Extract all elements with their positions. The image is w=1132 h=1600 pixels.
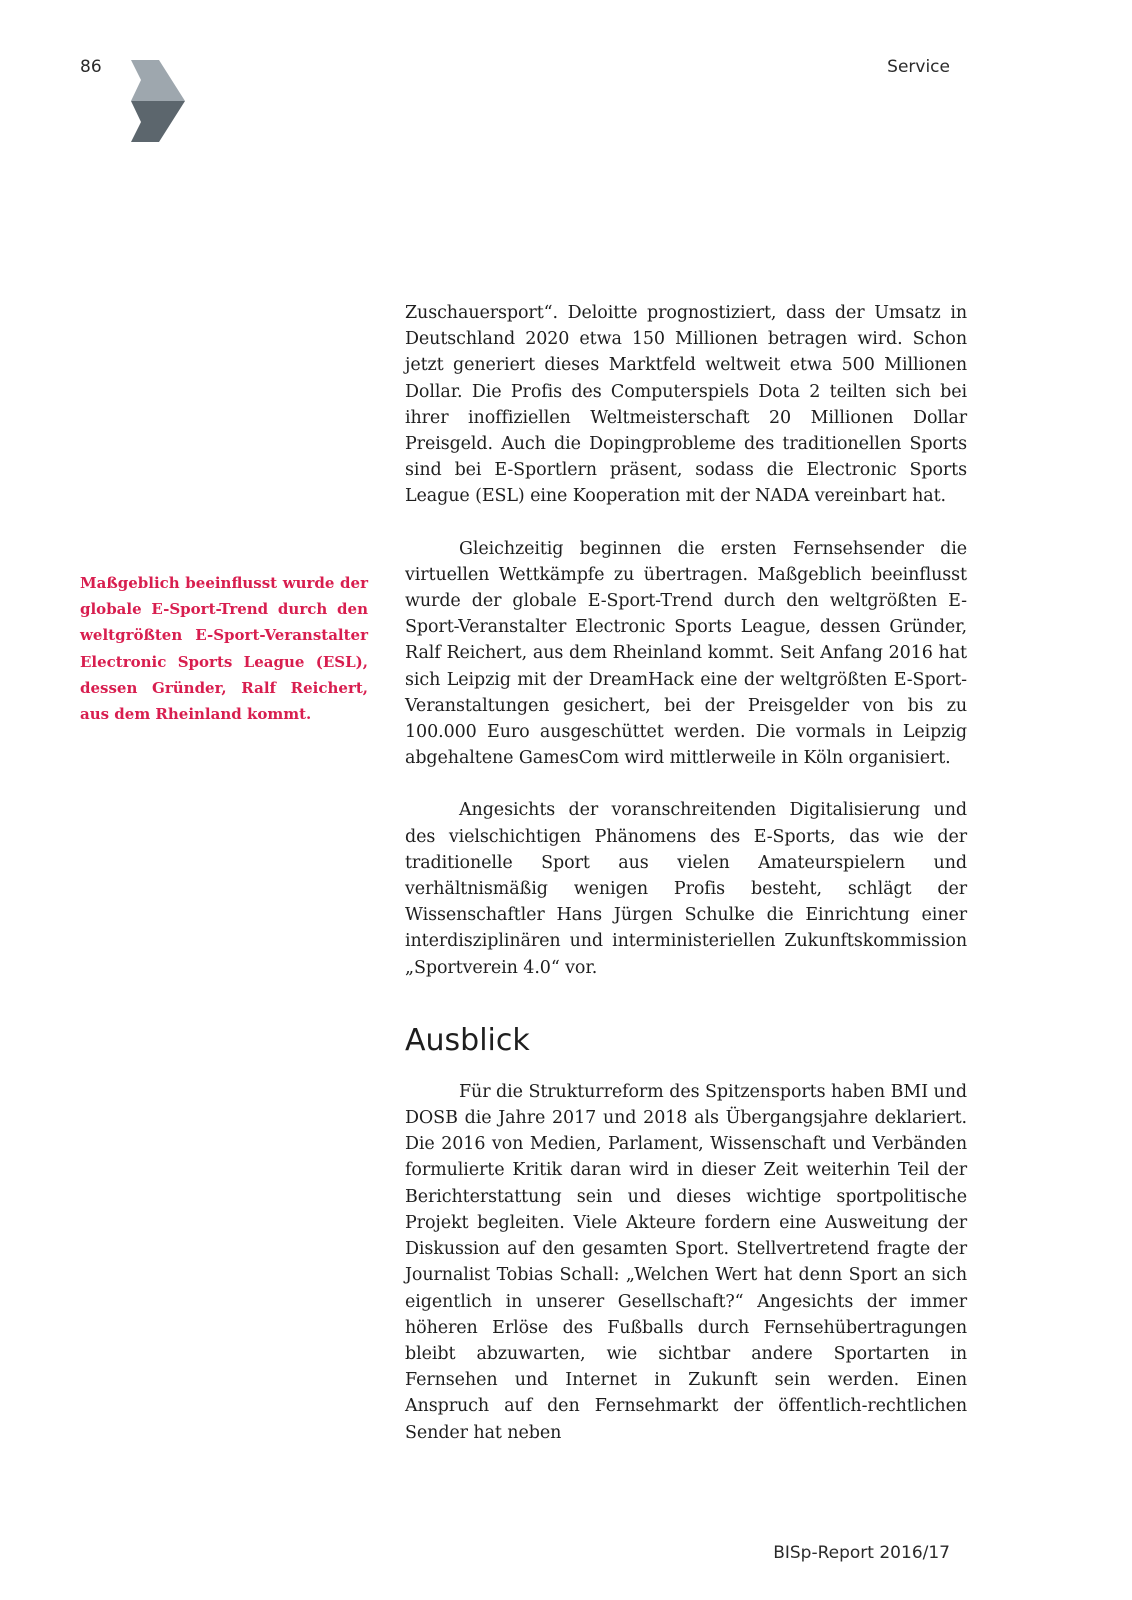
section-label: Service (887, 57, 950, 77)
margin-note-quote: Maßgeblich beeinflusst wurde der globale E-Sport-Trend durch den weltgrößten E-Sport-Veranstalter Electronic Sports League (ESL), dessen Gründer, Ralf Reichert, aus dem Rheinland kommt. (80, 574, 368, 724)
page-number: 86 (80, 57, 102, 77)
paragraph-4: Für die Strukturreform des Spitzensports haben BMI und DOSB die Jahre 2017 und 2018 als Übergangsjahre deklariert. Die 2016 von Medien, Parlament, Wissenschaft und Verbänden formulierte Kritik daran wird in dieser Zeit weiterhin Teil der Berichterstattung sein und dieses wichtige sportpolitische Projekt begleiten. Viele Akteure fordern eine Ausweitung der Diskussion auf den gesamten Sport. Stellvertretend fragte der Journalist Tobias Schall: „Welchen Wert hat denn Sport an sich eigentlich in unserer Gesellschaft?“ Angesichts der immer höheren Erlöse des Fußballs durch Fernsehübertragungen bleibt abzuwarten, wie sichtbar andere Sportarten in Fernsehen und Internet in Zukunft sein werden. Einen Anspruch auf den Fernsehmarkt der öffentlich-rechtlichen Sender hat neben (405, 1081, 967, 1443)
section-heading-ausblick: Ausblick (405, 1022, 530, 1058)
paragraph-2: Gleichzeitig beginnen die ersten Fernsehsender die virtuellen Wettkämpfe zu übertragen. Maßgeblich beeinflusst wurde der globale E-Sport-Trend durch den weltgrößten E-Sport-Veranstalter Electronic Sports League, dessen Gründer, Ralf Reichert, aus dem Rheinland kommt. Seit Anfang 2016 hat sich Leipzig mit der DreamHack eine der weltgrößten E-Sport-Veranstaltungen gesichert, bei der Preisgelder von bis zu 100.000 Euro ausgeschüttet werden. Die vormals in Leipzig abgehaltene GamesCom wird mittlerweile in Köln organisiert. (405, 538, 967, 769)
footer-report-title: BISp-Report 2016/17 (773, 1543, 950, 1563)
main-text-column (405, 300, 967, 1446)
chevron-arrow-icon (131, 60, 185, 142)
paragraph-1: Zuschauersport“. Deloitte prognostiziert, dass der Umsatz in Deutschland 2020 etwa 150 Millionen betragen wird. Schon jetzt generiert dieses Marktfeld weltweit etwa 500 Millionen Dollar. Die Profis des Computerspiels Dota 2 teilten sich bei ihrer inoffiziellen Weltmeisterschaft 20 Millionen Dollar Preisgeld. Auch die Dopingprobleme des traditionellen Sports sind bei E-Sportlern präsent, sodass die Electronic Sports League (ESL) eine Kooperation mit der NADA vereinbart hat. (405, 303, 967, 507)
paragraph-3: Angesichts der voranschreitenden Digitalisierung und des vielschichtigen Phänomens des E-Sports, das wie der traditionelle Sport aus vielen Amateurspielern und verhältnismäßig wenigen Profis besteht, schlägt der Wissenschaftler Hans Jürgen Schulke die Einrichtung einer interdisziplinären und interministeriellen Zukunftskommission „Sportverein 4.0“ vor. (405, 800, 967, 978)
